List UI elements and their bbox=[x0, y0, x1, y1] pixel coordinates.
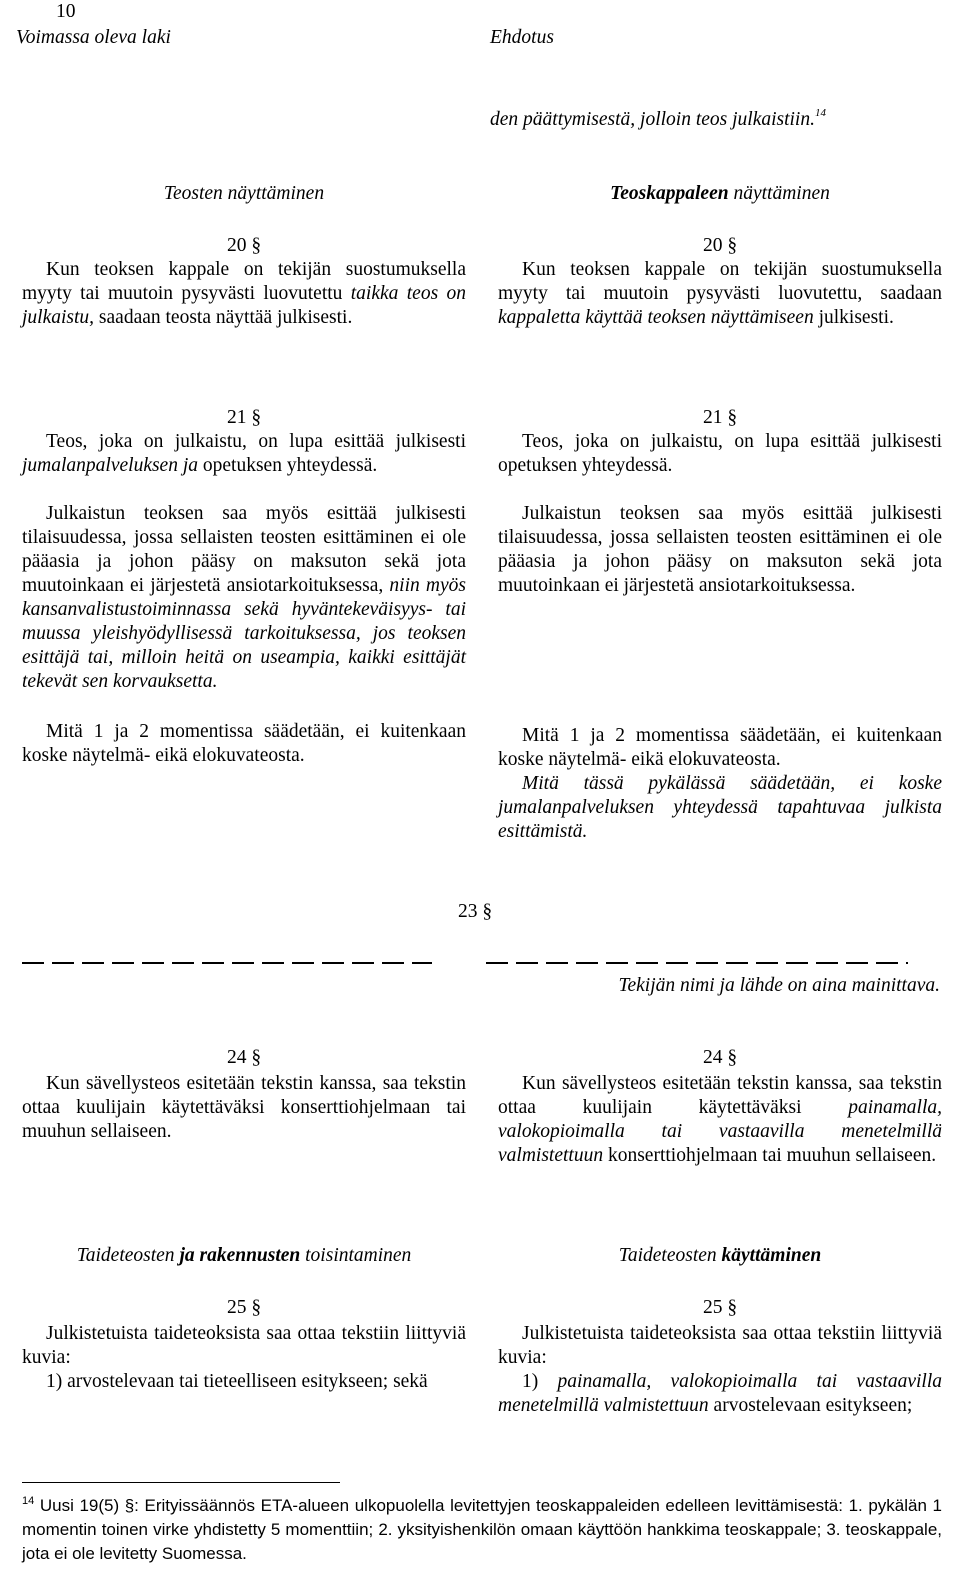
section-25-left-number: 25 § bbox=[226, 1297, 262, 1318]
section-20-right-number: 20 § bbox=[702, 235, 738, 256]
footnote-number: 14 bbox=[22, 1495, 35, 1507]
section-21-left-paragraph-1: Teos, joka on julkaistu, on lupa esittää julkisesti jumalanpalveluksen ja opetuksen yhteydessä. bbox=[22, 431, 466, 476]
page-number: 10 bbox=[56, 1, 76, 22]
section-20-left-title: Teosten näyttäminen bbox=[163, 183, 325, 204]
section-20-right-title: Teoskappaleen näyttäminen bbox=[610, 183, 830, 204]
omitted-text-right-dashes bbox=[486, 962, 908, 964]
section-21-left-paragraph-3: Mitä 1 ja 2 momentissa säädetään, ei kuitenkaan koske näytelmä- eikä elokuvateosta. bbox=[22, 721, 466, 766]
section-21-right-paragraph-4: Mitä tässä pykälässä säädetään, ei koske jumalanpalveluksen yhteydessä tapahtuvaa julkista esittämistä. bbox=[498, 773, 942, 842]
footnote-separator bbox=[22, 1482, 340, 1483]
section-25-left-paragraph-2: 1) arvostelevaan tai tieteelliseen esitykseen; sekä bbox=[46, 1371, 428, 1392]
footnote-reference: 14 bbox=[814, 107, 826, 119]
section-25-right-paragraph-2: 1) painamalla, valokopioimalla tai vastaavilla menetelmillä valmistettuun arvostelevaan esitykseen; bbox=[498, 1371, 942, 1416]
section-21-right-paragraph-3: Mitä 1 ja 2 momentissa säädetään, ei kuitenkaan koske näytelmä- eikä elokuvateosta. bbox=[498, 725, 942, 770]
section-24-left-number: 24 § bbox=[226, 1047, 262, 1068]
section-20-left-number: 20 § bbox=[226, 235, 262, 256]
section-24-left-text: Kun sävellysteos esitetään tekstin kanssa, saa tekstin ottaa kuulijain käytettäväksi konserttiohjelmaan tai muuhun sellaiseen. bbox=[22, 1073, 466, 1142]
header-current-law: Voimassa oleva laki bbox=[16, 27, 171, 48]
section-25-left-paragraph-1: Julkistetuista taideteoksista saa ottaa tekstiin liittyviä kuvia: bbox=[22, 1323, 466, 1368]
top-right-continuation: den päättymisestä, jolloin teos julkaistiin.$^{14}$ bbox=[490, 107, 826, 130]
section-20-left-text: Kun teoksen kappale on tekijän suostumuksella myyty tai muutoin pysyvästi luovutettu taikka teos on julkaistu, saadaan teosta näyttää julkisesti. bbox=[22, 259, 466, 328]
section-21-right-number: 21 § bbox=[702, 407, 738, 428]
section-21-right-paragraph-1: Teos, joka on julkaistu, on lupa esittää julkisesti opetuksen yhteydessä. bbox=[498, 431, 942, 476]
section-20-right-text: Kun teoksen kappale on tekijän suostumuksella myyty tai muutoin pysyvästi luovutettu, saadaan kappaletta käyttää teoksen näyttämiseen julkisesti. bbox=[498, 259, 942, 328]
section-25-right-title: Taideteosten käyttäminen bbox=[618, 1245, 822, 1266]
header-proposal: Ehdotus bbox=[490, 27, 554, 48]
section-21-left-paragraph-2: Julkaistun teoksen saa myös esittää julkisesti tilaisuudessa, jossa sellaisten teosten esittäminen ei ole pääasia ja johon pääsy on maksuton sekä jota muutoinkaan ei järjestetä ansiotarkoituksessa, niin myös kansanvalistustoiminnassa sekä hyväntekeväisyys- tai muussa yleishyödyllisessä tarkoituksessa, jos teoksen esittäjä tai, milloin heitä on useampia, kaikki esittäjät tekevät sen korvauksetta. bbox=[22, 503, 466, 692]
section-25-left-title: Taideteosten ja rakennusten toisintaminen bbox=[76, 1245, 412, 1266]
section-21-right-paragraph-2: Julkaistun teoksen saa myös esittää julkisesti tilaisuudessa, jossa sellaisten teosten esittäminen ei ole pääasia ja johon pääsy on maksuton sekä jota muutoinkaan ei järjestetä ansiotarkoituksessa. bbox=[498, 503, 942, 596]
section-25-right-number: 25 § bbox=[702, 1297, 738, 1318]
footnote bbox=[22, 1494, 942, 1566]
section-25-right-paragraph-1: Julkistetuista taideteoksista saa ottaa tekstiin liittyviä kuvia: bbox=[498, 1323, 942, 1368]
section-23-right-text: Tekijän nimi ja lähde on aina mainittava. bbox=[618, 975, 940, 996]
footnote-text: Uusi 19(5) §: Erityissäännös ETA-alueen ulkopuolella levitettyjen teoskappaleiden edelleen levittämisestä: 1. pykälän 1 momentin toinen virke yhdistetty 5 momenttiin; 2. yksityishenkilön omaan käyttöön hankkima teoskappale; 3. teoskappale, jota ei ole levitetty Suomessa. bbox=[22, 1496, 942, 1563]
section-24-right-number: 24 § bbox=[702, 1047, 738, 1068]
section-21-left-number: 21 § bbox=[226, 407, 262, 428]
section-24-right-text: Kun sävellysteos esitetään tekstin kanssa, saa tekstin ottaa kuulijain käytettäväksi painamalla, valokopioimalla tai vastaavilla menetelmillä valmistettuun konserttiohjelmaan tai muuhun sellaiseen. bbox=[498, 1073, 942, 1166]
omitted-text-left-dashes bbox=[22, 962, 432, 964]
section-23-number: 23 § bbox=[458, 901, 493, 922]
